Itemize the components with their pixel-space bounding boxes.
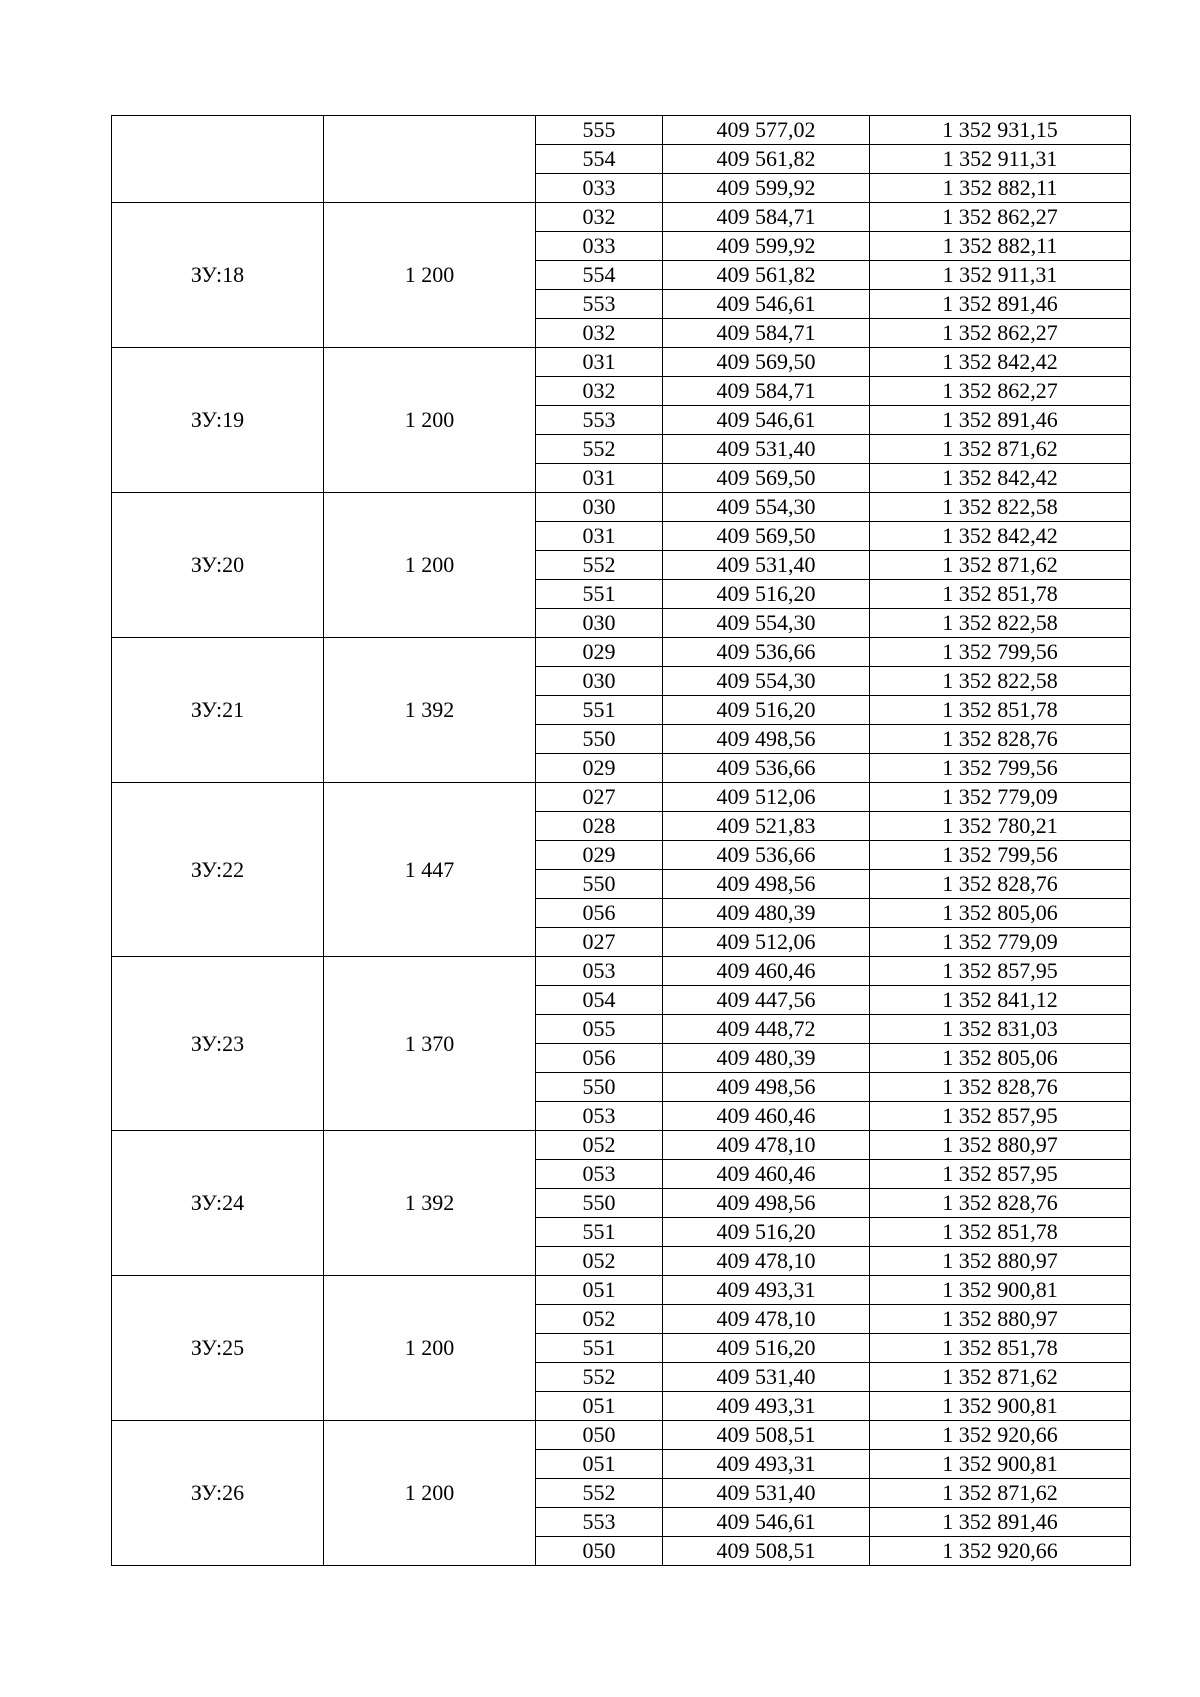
coordinate-y-cell: 1 352 900,81	[870, 1450, 1131, 1479]
point-number-cell: 550	[536, 870, 663, 899]
coordinate-x-cell: 409 561,82	[663, 145, 870, 174]
coordinate-y-cell: 1 352 828,76	[870, 870, 1131, 899]
parcel-id-cell: ЗУ:19	[112, 348, 324, 493]
point-number-cell: 051	[536, 1276, 663, 1305]
coordinate-y-cell: 1 352 780,21	[870, 812, 1131, 841]
parcel-area-cell: 1 370	[324, 957, 536, 1131]
coordinate-x-cell: 409 546,61	[663, 1508, 870, 1537]
parcel-area-cell	[324, 116, 536, 203]
coordinate-x-cell: 409 531,40	[663, 551, 870, 580]
coordinate-y-cell: 1 352 828,76	[870, 725, 1131, 754]
coordinate-x-cell: 409 480,39	[663, 1044, 870, 1073]
point-number-cell: 553	[536, 1508, 663, 1537]
point-number-cell: 552	[536, 1363, 663, 1392]
coordinate-x-cell: 409 493,31	[663, 1276, 870, 1305]
table-row	[112, 1421, 1131, 1450]
parcel-id-cell: ЗУ:26	[112, 1421, 324, 1566]
coordinate-y-cell: 1 352 871,62	[870, 435, 1131, 464]
coordinate-x-cell: 409 498,56	[663, 1073, 870, 1102]
coordinate-y-cell: 1 352 920,66	[870, 1537, 1131, 1566]
parcel-area-cell: 1 200	[324, 1421, 536, 1566]
coordinate-y-cell: 1 352 862,27	[870, 377, 1131, 406]
coordinate-y-cell: 1 352 842,42	[870, 348, 1131, 377]
coordinate-x-cell: 409 460,46	[663, 1160, 870, 1189]
point-number-cell: 031	[536, 348, 663, 377]
coordinate-y-cell: 1 352 871,62	[870, 1479, 1131, 1508]
point-number-cell: 053	[536, 1102, 663, 1131]
point-number-cell: 056	[536, 1044, 663, 1073]
coordinate-y-cell: 1 352 891,46	[870, 290, 1131, 319]
coordinate-y-cell: 1 352 842,42	[870, 522, 1131, 551]
point-number-cell: 027	[536, 928, 663, 957]
coordinate-y-cell: 1 352 828,76	[870, 1073, 1131, 1102]
coordinate-x-cell: 409 569,50	[663, 348, 870, 377]
coordinate-x-cell: 409 480,39	[663, 899, 870, 928]
coordinate-x-cell: 409 493,31	[663, 1450, 870, 1479]
table-row	[112, 1131, 1131, 1160]
coordinate-x-cell: 409 512,06	[663, 928, 870, 957]
coordinate-y-cell: 1 352 871,62	[870, 551, 1131, 580]
point-number-cell: 551	[536, 696, 663, 725]
coordinate-x-cell: 409 460,46	[663, 957, 870, 986]
coordinate-x-cell: 409 478,10	[663, 1305, 870, 1334]
coordinate-y-cell: 1 352 831,03	[870, 1015, 1131, 1044]
coordinate-y-cell: 1 352 822,58	[870, 667, 1131, 696]
coordinate-x-cell: 409 508,51	[663, 1537, 870, 1566]
coordinate-y-cell: 1 352 862,27	[870, 319, 1131, 348]
table-row	[112, 1276, 1131, 1305]
point-number-cell: 029	[536, 841, 663, 870]
coordinate-x-cell: 409 536,66	[663, 754, 870, 783]
table-row	[112, 116, 1131, 145]
coordinate-x-cell: 409 584,71	[663, 377, 870, 406]
coordinate-x-cell: 409 569,50	[663, 522, 870, 551]
parcel-area-cell: 1 447	[324, 783, 536, 957]
point-number-cell: 028	[536, 812, 663, 841]
coordinate-x-cell: 409 569,50	[663, 464, 870, 493]
point-number-cell: 550	[536, 1189, 663, 1218]
coordinate-y-cell: 1 352 828,76	[870, 1189, 1131, 1218]
table-row	[112, 957, 1131, 986]
point-number-cell: 032	[536, 203, 663, 232]
coordinate-x-cell: 409 584,71	[663, 319, 870, 348]
coordinate-x-cell: 409 584,71	[663, 203, 870, 232]
coordinate-x-cell: 409 561,82	[663, 261, 870, 290]
coordinate-y-cell: 1 352 822,58	[870, 493, 1131, 522]
point-number-cell: 029	[536, 638, 663, 667]
point-number-cell: 555	[536, 116, 663, 145]
point-number-cell: 027	[536, 783, 663, 812]
coordinate-x-cell: 409 498,56	[663, 870, 870, 899]
point-number-cell: 032	[536, 377, 663, 406]
coordinate-x-cell: 409 516,20	[663, 1334, 870, 1363]
coordinate-y-cell: 1 352 851,78	[870, 1218, 1131, 1247]
point-number-cell: 055	[536, 1015, 663, 1044]
coordinate-y-cell: 1 352 799,56	[870, 754, 1131, 783]
coordinate-x-cell: 409 531,40	[663, 1479, 870, 1508]
coordinate-y-cell: 1 352 857,95	[870, 1160, 1131, 1189]
point-number-cell: 031	[536, 522, 663, 551]
coordinate-y-cell: 1 352 805,06	[870, 899, 1131, 928]
coordinate-y-cell: 1 352 851,78	[870, 580, 1131, 609]
coordinate-x-cell: 409 512,06	[663, 783, 870, 812]
table-row	[112, 348, 1131, 377]
coordinate-x-cell: 409 508,51	[663, 1421, 870, 1450]
coordinate-x-cell: 409 448,72	[663, 1015, 870, 1044]
coordinate-y-cell: 1 352 880,97	[870, 1247, 1131, 1276]
coordinate-x-cell: 409 516,20	[663, 1218, 870, 1247]
point-number-cell: 052	[536, 1305, 663, 1334]
coordinate-y-cell: 1 352 871,62	[870, 1363, 1131, 1392]
point-number-cell: 053	[536, 1160, 663, 1189]
table-row	[112, 783, 1131, 812]
coordinate-x-cell: 409 536,66	[663, 841, 870, 870]
coordinate-x-cell: 409 447,56	[663, 986, 870, 1015]
coordinate-x-cell: 409 554,30	[663, 609, 870, 638]
coordinate-x-cell: 409 478,10	[663, 1247, 870, 1276]
point-number-cell: 552	[536, 551, 663, 580]
coordinate-y-cell: 1 352 920,66	[870, 1421, 1131, 1450]
parcel-area-cell: 1 200	[324, 348, 536, 493]
coordinate-x-cell: 409 521,83	[663, 812, 870, 841]
point-number-cell: 051	[536, 1450, 663, 1479]
coordinate-y-cell: 1 352 900,81	[870, 1392, 1131, 1421]
coordinate-y-cell: 1 352 911,31	[870, 145, 1131, 174]
coordinate-y-cell: 1 352 882,11	[870, 174, 1131, 203]
coordinate-x-cell: 409 460,46	[663, 1102, 870, 1131]
coordinate-x-cell: 409 554,30	[663, 667, 870, 696]
point-number-cell: 554	[536, 145, 663, 174]
point-number-cell: 052	[536, 1247, 663, 1276]
coordinate-x-cell: 409 493,31	[663, 1392, 870, 1421]
parcel-area-cell: 1 200	[324, 493, 536, 638]
point-number-cell: 031	[536, 464, 663, 493]
coordinates-table-body	[112, 116, 1131, 1566]
parcel-id-cell: ЗУ:24	[112, 1131, 324, 1276]
point-number-cell: 554	[536, 261, 663, 290]
coordinate-y-cell: 1 352 799,56	[870, 638, 1131, 667]
coordinate-y-cell: 1 352 822,58	[870, 609, 1131, 638]
coordinate-y-cell: 1 352 857,95	[870, 1102, 1131, 1131]
coordinate-y-cell: 1 352 779,09	[870, 928, 1131, 957]
coordinate-y-cell: 1 352 857,95	[870, 957, 1131, 986]
parcel-id-cell: ЗУ:20	[112, 493, 324, 638]
parcel-id-cell: ЗУ:21	[112, 638, 324, 783]
point-number-cell: 056	[536, 899, 663, 928]
coordinate-y-cell: 1 352 842,42	[870, 464, 1131, 493]
point-number-cell: 030	[536, 609, 663, 638]
parcel-area-cell: 1 392	[324, 1131, 536, 1276]
coordinate-y-cell: 1 352 799,56	[870, 841, 1131, 870]
point-number-cell: 052	[536, 1131, 663, 1160]
parcel-id-cell: ЗУ:22	[112, 783, 324, 957]
coordinate-y-cell: 1 352 880,97	[870, 1305, 1131, 1334]
point-number-cell: 050	[536, 1537, 663, 1566]
table-row	[112, 203, 1131, 232]
coordinates-table	[111, 115, 1131, 1566]
parcel-id-cell: ЗУ:25	[112, 1276, 324, 1421]
coordinate-x-cell: 409 546,61	[663, 290, 870, 319]
point-number-cell: 550	[536, 725, 663, 754]
point-number-cell: 030	[536, 493, 663, 522]
coordinate-y-cell: 1 352 911,31	[870, 261, 1131, 290]
point-number-cell: 033	[536, 174, 663, 203]
point-number-cell: 030	[536, 667, 663, 696]
point-number-cell: 551	[536, 580, 663, 609]
coordinate-x-cell: 409 554,30	[663, 493, 870, 522]
coordinate-x-cell: 409 478,10	[663, 1131, 870, 1160]
coordinate-x-cell: 409 531,40	[663, 435, 870, 464]
coordinate-x-cell: 409 536,66	[663, 638, 870, 667]
point-number-cell: 552	[536, 1479, 663, 1508]
point-number-cell: 053	[536, 957, 663, 986]
coordinate-x-cell: 409 498,56	[663, 725, 870, 754]
parcel-area-cell: 1 392	[324, 638, 536, 783]
coordinate-y-cell: 1 352 862,27	[870, 203, 1131, 232]
coordinate-y-cell: 1 352 882,11	[870, 232, 1131, 261]
coordinate-y-cell: 1 352 805,06	[870, 1044, 1131, 1073]
coordinate-y-cell: 1 352 851,78	[870, 1334, 1131, 1363]
table-row	[112, 493, 1131, 522]
table-row	[112, 638, 1131, 667]
coordinate-y-cell: 1 352 851,78	[870, 696, 1131, 725]
coordinate-x-cell: 409 498,56	[663, 1189, 870, 1218]
point-number-cell: 550	[536, 1073, 663, 1102]
point-number-cell: 551	[536, 1218, 663, 1247]
coordinate-x-cell: 409 577,02	[663, 116, 870, 145]
coordinate-x-cell: 409 516,20	[663, 696, 870, 725]
point-number-cell: 051	[536, 1392, 663, 1421]
point-number-cell: 553	[536, 290, 663, 319]
coordinate-y-cell: 1 352 841,12	[870, 986, 1131, 1015]
point-number-cell: 552	[536, 435, 663, 464]
coordinate-x-cell: 409 531,40	[663, 1363, 870, 1392]
coordinate-x-cell: 409 599,92	[663, 232, 870, 261]
point-number-cell: 029	[536, 754, 663, 783]
coordinate-x-cell: 409 516,20	[663, 580, 870, 609]
point-number-cell: 050	[536, 1421, 663, 1450]
point-number-cell: 032	[536, 319, 663, 348]
parcel-area-cell: 1 200	[324, 203, 536, 348]
parcel-id-cell: ЗУ:23	[112, 957, 324, 1131]
point-number-cell: 553	[536, 406, 663, 435]
coordinate-y-cell: 1 352 880,97	[870, 1131, 1131, 1160]
coordinate-x-cell: 409 599,92	[663, 174, 870, 203]
coordinate-y-cell: 1 352 891,46	[870, 1508, 1131, 1537]
coordinate-y-cell: 1 352 931,15	[870, 116, 1131, 145]
coordinate-y-cell: 1 352 900,81	[870, 1276, 1131, 1305]
parcel-area-cell: 1 200	[324, 1276, 536, 1421]
coordinate-y-cell: 1 352 779,09	[870, 783, 1131, 812]
point-number-cell: 551	[536, 1334, 663, 1363]
point-number-cell: 033	[536, 232, 663, 261]
coordinate-y-cell: 1 352 891,46	[870, 406, 1131, 435]
coordinate-x-cell: 409 546,61	[663, 406, 870, 435]
point-number-cell: 054	[536, 986, 663, 1015]
parcel-id-cell: ЗУ:18	[112, 203, 324, 348]
parcel-id-cell	[112, 116, 324, 203]
